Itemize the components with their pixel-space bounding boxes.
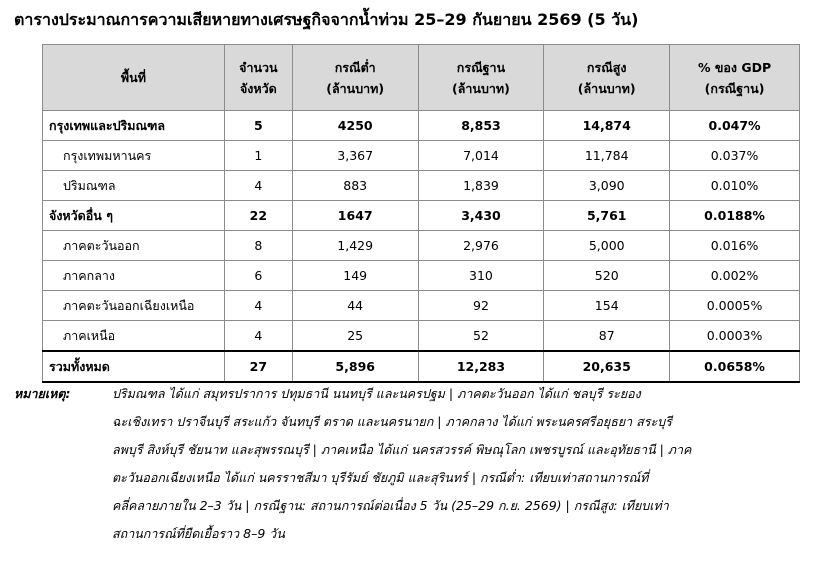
header-line1: กรณีฐาน xyxy=(456,59,506,75)
header-line2: (ล้านบาท) xyxy=(452,80,510,96)
row-base-value: 12,283 xyxy=(418,351,544,382)
table-row-other-provinces xyxy=(43,201,800,231)
row-province-count: 5 xyxy=(224,111,292,141)
row-base-value: 3,430 xyxy=(418,201,544,231)
header-line2: จังหวัด xyxy=(239,80,277,96)
row-base-value: 1,839 xyxy=(418,171,544,201)
header-area xyxy=(43,45,225,111)
header-line1: กรณีสูง xyxy=(586,59,627,75)
row-base-value: 2,976 xyxy=(418,231,544,261)
row-high-value: 11,784 xyxy=(544,141,670,171)
row-province-count: 22 xyxy=(224,201,292,231)
footnote-line: ปริมณฑล ได้แก่ สมุทรปราการ ปทุมธานี นนทบุรี และนครปฐม | ภาคตะวันออก ได้แก่ ชลบุรี ระยอง xyxy=(112,386,641,401)
row-high-value: 5,000 xyxy=(544,231,670,261)
row-high-value: 3,090 xyxy=(544,171,670,201)
footnote xyxy=(14,380,794,548)
row-gdp-share: 0.016% xyxy=(670,231,800,261)
footnote-label: หมายเหตุ: xyxy=(14,386,71,401)
header-row xyxy=(43,45,800,111)
row-province-count: 4 xyxy=(224,291,292,321)
footnote-line: คลี่คลายภายใน 2–3 วัน | กรณีฐาน: สถานการณ์ต่อเนื่อง 5 วัน (25–29 ก.ย. 2569) | กรณีสูง: เทียบเท่า xyxy=(112,498,669,513)
row-high-value: 20,635 xyxy=(544,351,670,382)
table-title: ตารางประมาณการความเสียหายทางเศรษฐกิจจากน้ำท่วม 25–29 กันยายน 2569 (5 วัน) xyxy=(14,10,639,29)
row-high-value: 520 xyxy=(544,261,670,291)
row-province-count: 4 xyxy=(224,171,292,201)
row-gdp-share: 0.0188% xyxy=(670,201,800,231)
row-low-value: 44 xyxy=(292,291,418,321)
header-low-case xyxy=(292,45,418,111)
row-low-value: 5,896 xyxy=(292,351,418,382)
row-area-name: ปริมณฑล xyxy=(43,171,225,201)
row-high-value: 87 xyxy=(544,321,670,352)
row-area-name: ภาคตะวันออก xyxy=(43,231,225,261)
footnote-line: ฉะเชิงเทรา ปราจีนบุรี สระแก้ว จันทบุรี ตราด และนครนายก | ภาคกลาง ได้แก่ พระนครศรีอยุธยา สระบุรี xyxy=(112,414,672,429)
row-high-value: 5,761 xyxy=(544,201,670,231)
table-row-bangkok-metro xyxy=(43,111,800,141)
table-row-north xyxy=(43,321,800,352)
header-gdp-share xyxy=(670,45,800,111)
row-province-count: 8 xyxy=(224,231,292,261)
row-high-value: 14,874 xyxy=(544,111,670,141)
row-gdp-share: 0.0005% xyxy=(670,291,800,321)
header-province-count xyxy=(224,45,292,111)
header-line1: จำนวน xyxy=(239,59,278,75)
row-base-value: 310 xyxy=(418,261,544,291)
footnote-body xyxy=(14,380,794,548)
table-row-east xyxy=(43,231,800,261)
table-row-central xyxy=(43,261,800,291)
row-gdp-share: 0.002% xyxy=(670,261,800,291)
header-line2: (ล้านบาท) xyxy=(577,80,636,96)
row-gdp-share: 0.037% xyxy=(670,141,800,171)
row-gdp-share: 0.0658% xyxy=(670,351,800,382)
row-area-name: จังหวัดอื่น ๆ xyxy=(43,201,225,231)
header-line1: กรณีต่ำ xyxy=(334,59,376,75)
row-low-value: 149 xyxy=(292,261,418,291)
table-row-total xyxy=(43,351,800,382)
row-area-name: กรุงเทพมหานคร xyxy=(43,141,225,171)
row-province-count: 6 xyxy=(224,261,292,291)
row-area-name: รวมทั้งหมด xyxy=(43,351,225,382)
row-gdp-share: 0.047% xyxy=(670,111,800,141)
row-area-name: ภาคเหนือ xyxy=(43,321,225,352)
row-gdp-share: 0.010% xyxy=(670,171,800,201)
row-high-value: 154 xyxy=(544,291,670,321)
footnote-line: ลพบุรี สิงห์บุรี ชัยนาท และสุพรรณบุรี | ภาคเหนือ ได้แก่ นครสวรรค์ พิษณุโลก เพชรบูรณ์ และอุทัยธานี | ภาค xyxy=(112,442,692,457)
header-area-label: พื้นที่ xyxy=(120,70,146,85)
header-line1: % ของ GDP xyxy=(697,59,772,75)
row-area-name: ภาคกลาง xyxy=(43,261,225,291)
row-area-name: กรุงเทพและปริมณฑล xyxy=(43,111,225,141)
row-base-value: 8,853 xyxy=(418,111,544,141)
row-area-name: ภาคตะวันออกเฉียงเหนือ xyxy=(43,291,225,321)
row-province-count: 1 xyxy=(224,141,292,171)
damage-estimate-table xyxy=(42,44,800,383)
row-province-count: 4 xyxy=(224,321,292,352)
table-row-perimeter xyxy=(43,171,800,201)
table-row-bangkok xyxy=(43,141,800,171)
header-base-case xyxy=(418,45,544,111)
row-base-value: 92 xyxy=(418,291,544,321)
row-low-value: 883 xyxy=(292,171,418,201)
footnote-line: ตะวันออกเฉียงเหนือ ได้แก่ นครราชสีมา บุรีรัมย์ ชัยภูมิ และสุรินทร์ | กรณีต่ำ: เทียบเท่าสถานการณ์ที่ xyxy=(112,470,649,485)
row-low-value: 1647 xyxy=(292,201,418,231)
header-line2: (กรณีฐาน) xyxy=(704,80,765,96)
row-province-count: 27 xyxy=(224,351,292,382)
row-gdp-share: 0.0003% xyxy=(670,321,800,352)
row-low-value: 25 xyxy=(292,321,418,352)
row-base-value: 7,014 xyxy=(418,141,544,171)
row-low-value: 3,367 xyxy=(292,141,418,171)
row-base-value: 52 xyxy=(418,321,544,352)
footnote-line: สถานการณ์ที่ยืดเยื้อราว 8–9 วัน xyxy=(112,526,285,541)
header-line2: (ล้านบาท) xyxy=(326,80,385,96)
row-low-value: 4250 xyxy=(292,111,418,141)
header-high-case xyxy=(544,45,670,111)
row-low-value: 1,429 xyxy=(292,231,418,261)
table-row-northeast xyxy=(43,291,800,321)
